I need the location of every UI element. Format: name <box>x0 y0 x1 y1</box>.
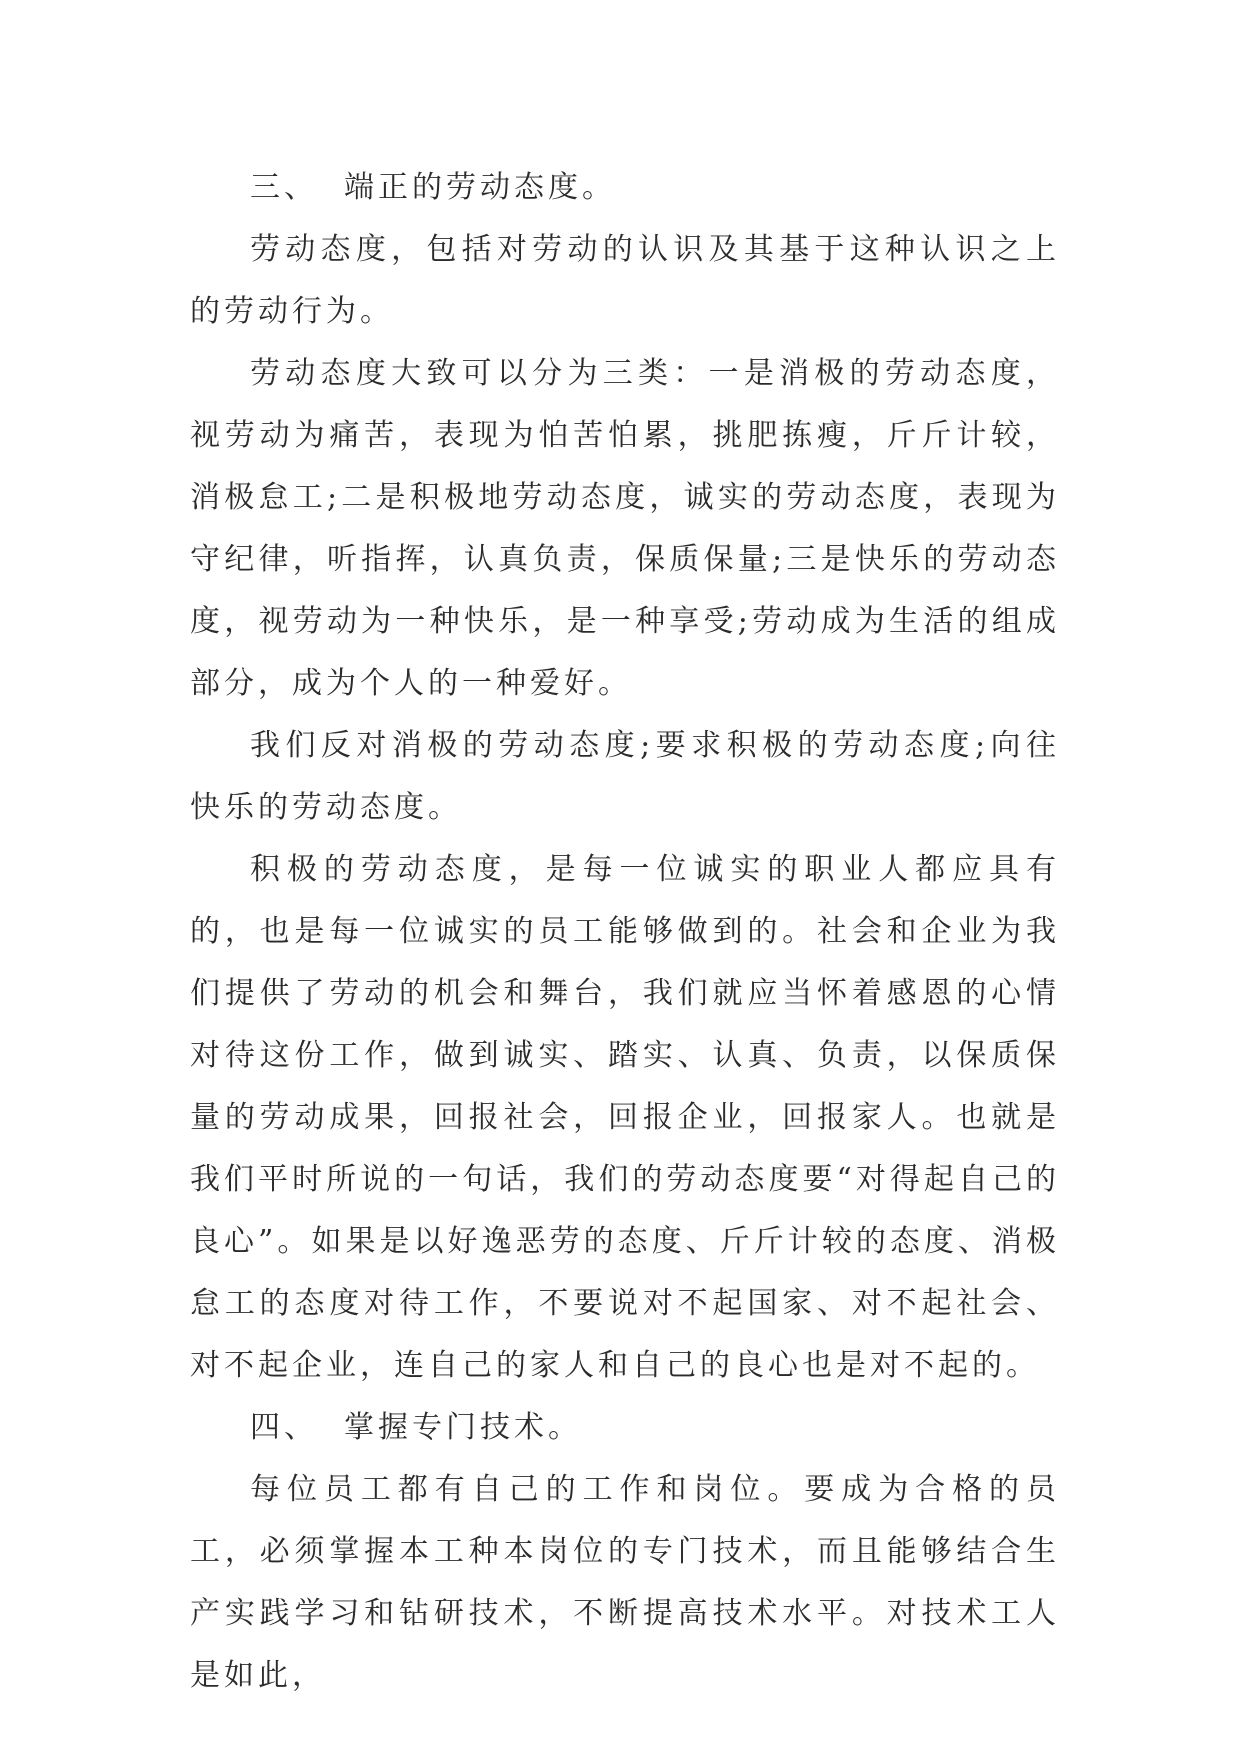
paragraph: 劳动态度大致可以分为三类：一是消极的劳动态度，视劳动为痛苦，表现为怕苦怕累，挑肥拣瘦，斤斤计较，消极怠工;二是积极地劳动态度，诚实的劳动态度，表现为守纪律，听指挥，认真负责，保质保量;三是快乐的劳动态度，视劳动为一种快乐，是一种享受;劳动成为生活的组成部分，成为个人的一种爱好。 <box>190 356 1060 701</box>
section-number: 三、 <box>250 170 318 205</box>
paragraph: 劳动态度，包括对劳动的认识及其基于这种认识之上的劳动行为。 <box>190 232 1060 329</box>
section-heading-4 <box>190 1397 1060 1459</box>
paragraph: 每位员工都有自己的工作和岗位。要成为合格的员工，必须掌握本工种本岗位的专门技术，而且能够结合生产实践学习和钻研技术，不断提高技术水平。对技术工人是如此， <box>190 1472 1060 1693</box>
paragraph: 积极的劳动态度，是每一位诚实的职业人都应具有的，也是每一位诚实的员工能够做到的。社会和企业为我们提供了劳动的机会和舞台，我们就应当怀着感恩的心情对待这份工作，做到诚实、踏实、认真、负责，以保质保量的劳动成果，回报社会，回报企业，回报家人。也就是我们平时所说的一句话，我们的劳动态度要“对得起自己的良心”。如果是以好逸恶劳的态度、斤斤计较的态度、消极怠工的态度对待工作，不要说对不起国家、对不起社会、对不起企业，连自己的家人和自己的良心也是对不起的。 <box>190 852 1060 1383</box>
section-title: 掌握专门技术。 <box>344 1410 582 1445</box>
paragraph: 我们反对消极的劳动态度;要求积极的劳动态度;向往快乐的劳动态度。 <box>190 728 1060 825</box>
document-body <box>190 157 1060 1707</box>
section-heading-3 <box>190 157 1060 219</box>
section-title: 端正的劳动态度。 <box>344 170 616 205</box>
section-number: 四、 <box>250 1410 318 1445</box>
